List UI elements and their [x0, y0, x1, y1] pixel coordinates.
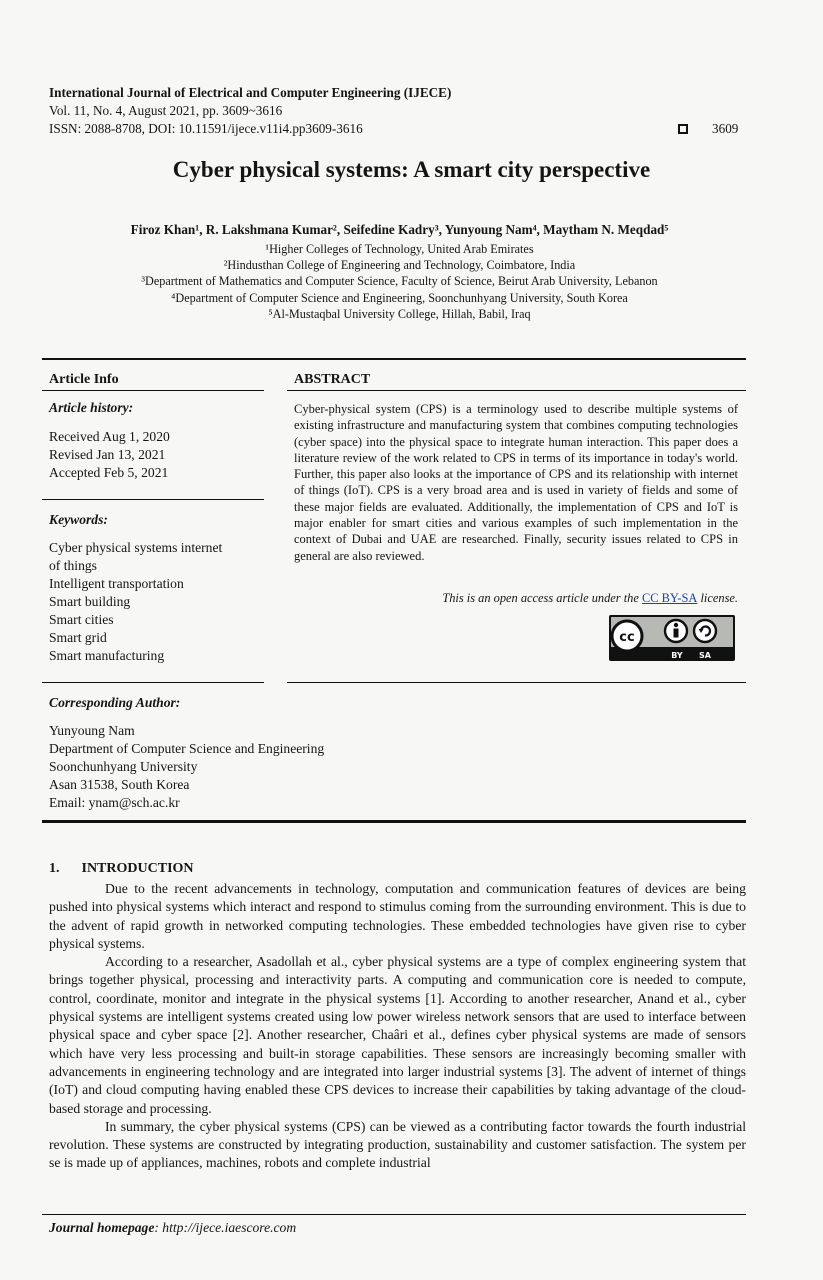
cc-by-sa-badge[interactable]	[609, 615, 735, 661]
cc-badge-graphic	[609, 615, 735, 661]
section-divider	[42, 358, 746, 360]
keyword: Smart cities	[49, 612, 114, 627]
affiliation: ⁴Department of Computer Science and Engineering, Soonchunhyang University, South Korea	[171, 290, 628, 305]
keyword-list	[49, 539, 222, 665]
author-list: Firoz Khan¹, R. Lakshmana Kumar², Seifedine Kadry³, Yunyoung Nam⁴, Maytham N. Meqdad⁵	[130, 222, 669, 237]
section-divider	[42, 820, 746, 823]
accepted-date: Accepted Feb 5, 2021	[49, 465, 169, 480]
abstract-text: Cyber-physical system (CPS) is a terminology used to describe multiple systems of existing infrastructure and manufacturing system that combines computing technologies (cyber space) into the physical space to integrate human interaction. This paper does a literature review of the work related to CPS in terms of its importance in today's world. Further, this paper also looks at the importance of CPS and its relationship with internet of things (IoT). CPS is a very broad area and is used in variety of fields and some of these major fields are evaluated. Additionally, the implementation of CPS and IoT is major enabler for smart cities and various examples of such implementation in the context of Dubai and UAE are researched. Finally, security issues related to CPS in general are also reviewed.	[294, 402, 738, 563]
keyword: Smart manufacturing	[49, 648, 165, 663]
author-address: Asan 31538, South Korea	[49, 777, 190, 792]
paragraph: According to a researcher, Asadollah et al., cyber physical systems are a type of complex engineering system that brings together physical, processing and interactivity parts. A computing and communication core is needed to compute, control, coordinate, monitor and integrate in the physical systems [1]. According to another researcher, Anand et al., cyber physical systems are intelligent systems created using low power wireless network sensors that are used to interface between physical space and cyber space [2]. Another researcher, Chaâri et al., defines cyber physical systems are made of sensors which have very less processing and built-in storage capabilities. These sensors are increasingly becoming smaller with advancements in engineering technology and are integrated into larger industrial systems [3]. The advent of internet of things (IoT) and cloud computing having enabled these CPS devices to increase their capabilities by taking advantage of the cloud-based storage and processing.	[49, 954, 746, 1116]
paragraph: Due to the recent advancements in technology, computation and communication features of devices are being pushed into physical systems which interact and respond to stimulus coming from the surrounding environment. This is due to the advent of rapid growth in networked computing technologies. These embedded technologies have given rise to cyber physical systems.	[49, 881, 746, 951]
journal-name: International Journal of Electrical and Computer Engineering (IJECE)	[49, 85, 452, 100]
sa-label: SA	[699, 651, 711, 660]
page-number: 3609	[712, 121, 739, 136]
author-name: Yunyoung Nam	[49, 723, 135, 738]
divider	[42, 499, 264, 500]
introduction-body	[49, 880, 746, 1173]
divider	[42, 682, 264, 683]
section-title: INTRODUCTION	[81, 861, 194, 876]
homepage-label: Journal homepage	[49, 1220, 155, 1235]
affiliation: ¹Higher Colleges of Technology, United Arab Emirates	[265, 242, 534, 256]
author-email[interactable]: Email: ynam@sch.ac.kr	[49, 795, 180, 810]
homepage-url[interactable]: : http://ijece.iaescore.com	[154, 1220, 297, 1235]
divider	[287, 682, 746, 683]
article-info-heading: Article Info	[49, 372, 119, 387]
keywords-label: Keywords:	[49, 512, 108, 527]
keyword: Smart building	[49, 594, 131, 609]
journal-volume: Vol. 11, No. 4, August 2021, pp. 3609~3616	[49, 103, 283, 118]
square-icon	[678, 124, 688, 134]
affiliation: ⁵Al-Mustaqbal University College, Hillah, Babil, Iraq	[268, 306, 531, 321]
keyword: Smart grid	[49, 630, 107, 645]
revised-date: Revised Jan 13, 2021	[49, 447, 166, 462]
divider	[42, 390, 264, 391]
affiliation-list	[0, 241, 811, 322]
footer-divider	[42, 1214, 746, 1215]
oa-suffix: license.	[697, 591, 738, 605]
page-number-block	[678, 120, 738, 138]
paragraph: In summary, the cyber physical systems (CPS) can be viewed as a contributing factor towards the fourth industrial revolution. These systems are constructed by integrating production, sustainability and customer satisfaction. The system per se is made up of appliances, machines, robots and complete industrial	[49, 1118, 746, 1171]
journal-homepage	[49, 1220, 296, 1236]
corresponding-author-label: Corresponding Author:	[49, 695, 181, 710]
oa-prefix: This is an open access article under the	[442, 591, 642, 605]
license-link[interactable]: CC BY-SA	[641, 591, 698, 605]
journal-issn: ISSN: 2088-8708, DOI: 10.11591/ijece.v11i4.pp3609-3616	[49, 121, 363, 136]
author-department: Department of Computer Science and Engineering	[49, 741, 325, 756]
section-heading	[49, 861, 194, 877]
keyword: Intelligent transportation	[49, 576, 184, 591]
paper-title: Cyber physical systems: A smart city perspective	[172, 157, 651, 182]
received-date: Received Aug 1, 2020	[49, 429, 170, 444]
affiliation: ²Hindusthan College of Engineering and Technology, Coimbatore, India	[223, 258, 576, 273]
by-label: BY	[671, 651, 683, 660]
keyword: of things	[49, 558, 97, 573]
keyword: Cyber physical systems internet	[49, 540, 223, 555]
corresponding-author-block	[49, 722, 324, 812]
open-access-notice	[294, 591, 738, 606]
article-history-label: Article history:	[49, 400, 134, 415]
section-number: 1.	[49, 861, 60, 876]
affiliation: ³Department of Mathematics and Computer Science, Faculty of Science, Beirut Arab University, Lebanon	[141, 274, 658, 289]
abstract-heading: ABSTRACT	[294, 372, 371, 387]
author-university: Soonchunhyang University	[49, 759, 198, 774]
share-alike-icon	[694, 620, 716, 642]
divider	[287, 390, 746, 391]
cc-text: cc	[619, 630, 635, 645]
